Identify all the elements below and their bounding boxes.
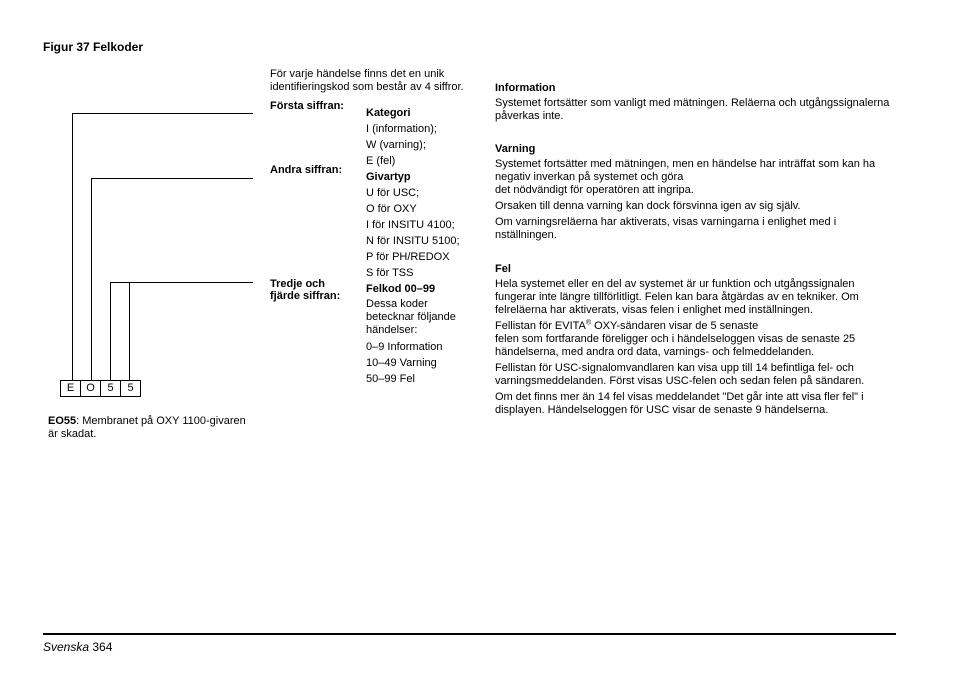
sensor-type-item: N för INSITU 5100;	[366, 235, 460, 247]
fel-paragraph: Fellistan för USC-signalomvandlaren kan visa upp till 14 befintliga fel- och varningsmeddelanden. Först visas USC-felen och sedan felen på sändaren.	[495, 362, 865, 387]
varning-paragraph	[495, 158, 890, 197]
connector-third-stem	[110, 282, 111, 381]
page-footer	[43, 640, 112, 654]
evita-text: Fellistan för EVITA	[495, 320, 586, 332]
connector-second	[91, 178, 253, 179]
second-digit-label: Andra siffran:	[270, 164, 343, 176]
connector-second-stem	[91, 178, 92, 381]
error-code-boxes	[61, 380, 141, 397]
figure-title: Figur 37 Felkoder	[43, 40, 144, 54]
category-item: I (information);	[366, 123, 437, 135]
fel-paragraph: Om det finns mer än 14 fel visas meddelandet "Det går inte att visa fler fel" i displayen. Händelseloggen för USC visar de senaste 9 händelserna.	[495, 391, 864, 416]
intro-text: För varje händelse finns det en unik identifieringskod som består av 4 siffror.	[270, 68, 464, 93]
sensor-type-item: P för PH/REDOX	[366, 251, 450, 263]
varning-paragraph-line1: Systemet fortsätter med mätningen, men en händelse har inträffat som kan ha negativ inverkan på systemet och göra	[495, 158, 876, 183]
sensor-type-item: S för TSS	[366, 267, 414, 279]
connector-third	[110, 282, 253, 283]
information-heading: Information	[495, 82, 556, 94]
error-code-range: 50–99 Fel	[366, 373, 415, 385]
fel-paragraph: Hela systemet eller en del av systemet är ur funktion och utgångssignalen fungerar inte längre tillförlitligt. Felen kan bara åtgärdas av en tekniker. Om felreläerna har aktiverats, visas felen i enlighet med inställningen.	[495, 278, 859, 316]
footer-rule	[43, 633, 896, 635]
error-code-heading: Felkod 00–99	[366, 283, 436, 295]
code-box-digit-4: 5	[120, 380, 141, 397]
page-number: 364	[92, 640, 113, 654]
error-code-range: 0–9 Information	[366, 341, 443, 353]
category-heading: Kategori	[366, 107, 411, 119]
connector-first-stem	[72, 113, 73, 381]
section-fel	[495, 263, 890, 420]
fel-paragraph	[495, 320, 890, 359]
first-digit-label: Första siffran:	[270, 100, 344, 112]
connector-fourth-stem	[129, 282, 130, 381]
sensor-type-heading: Givartyp	[366, 171, 411, 183]
sensor-type-item: U för USC;	[366, 187, 420, 199]
sensor-type-item: I för INSITU 4100;	[366, 219, 455, 231]
figure-caption	[48, 415, 258, 441]
third-digit-label-line2: fjärde siffran:	[270, 290, 341, 302]
varning-heading: Varning	[495, 143, 536, 155]
section-information	[495, 82, 890, 126]
connector-first	[72, 113, 253, 114]
code-box-digit-1: E	[60, 380, 81, 397]
oxy-text: OXY-sändaren visar de 5 senaste	[591, 320, 759, 332]
information-paragraph: Systemet fortsätter som vanligt med mätningen. Reläerna och utgångssignalerna påverkas inte.	[495, 97, 890, 122]
varning-paragraph-line2: det nödvändigt för operatören att ingripa.	[495, 184, 694, 196]
varning-paragraph: Orsaken till denna varning kan dock försvinna igen av sig själv.	[495, 200, 801, 212]
registered-mark: ®	[585, 319, 592, 327]
varning-paragraph: Om varningsreläerna har aktiverats, visas varningarna i enlighet med i nställningen.	[495, 216, 837, 241]
caption-code: EO55	[48, 415, 77, 427]
error-code-description: Dessa koder betecknar följande händelser:	[366, 298, 456, 336]
fel-paragraph-rest: felen som fortfarande föreligger och i händelseloggen visas de senaste 25 händelserna, med andra ord data, varnings- och felmeddelanden.	[495, 333, 856, 358]
digit-values	[366, 105, 476, 387]
footer-language: Svenska	[43, 640, 90, 654]
code-box-digit-3: 5	[100, 380, 121, 397]
category-item: W (varning);	[366, 139, 426, 151]
code-box-digit-2: O	[80, 380, 101, 397]
caption-text: : Membranet på OXY 1100-givaren är skadat.	[48, 415, 246, 440]
third-digit-label	[270, 278, 340, 302]
category-item: E (fel)	[366, 155, 396, 167]
error-code-range: 10–49 Varning	[366, 357, 437, 369]
sensor-type-item: O för OXY	[366, 203, 417, 215]
section-varning	[495, 143, 890, 245]
fel-heading: Fel	[495, 263, 511, 275]
third-digit-label-line1: Tredje och	[270, 278, 326, 290]
